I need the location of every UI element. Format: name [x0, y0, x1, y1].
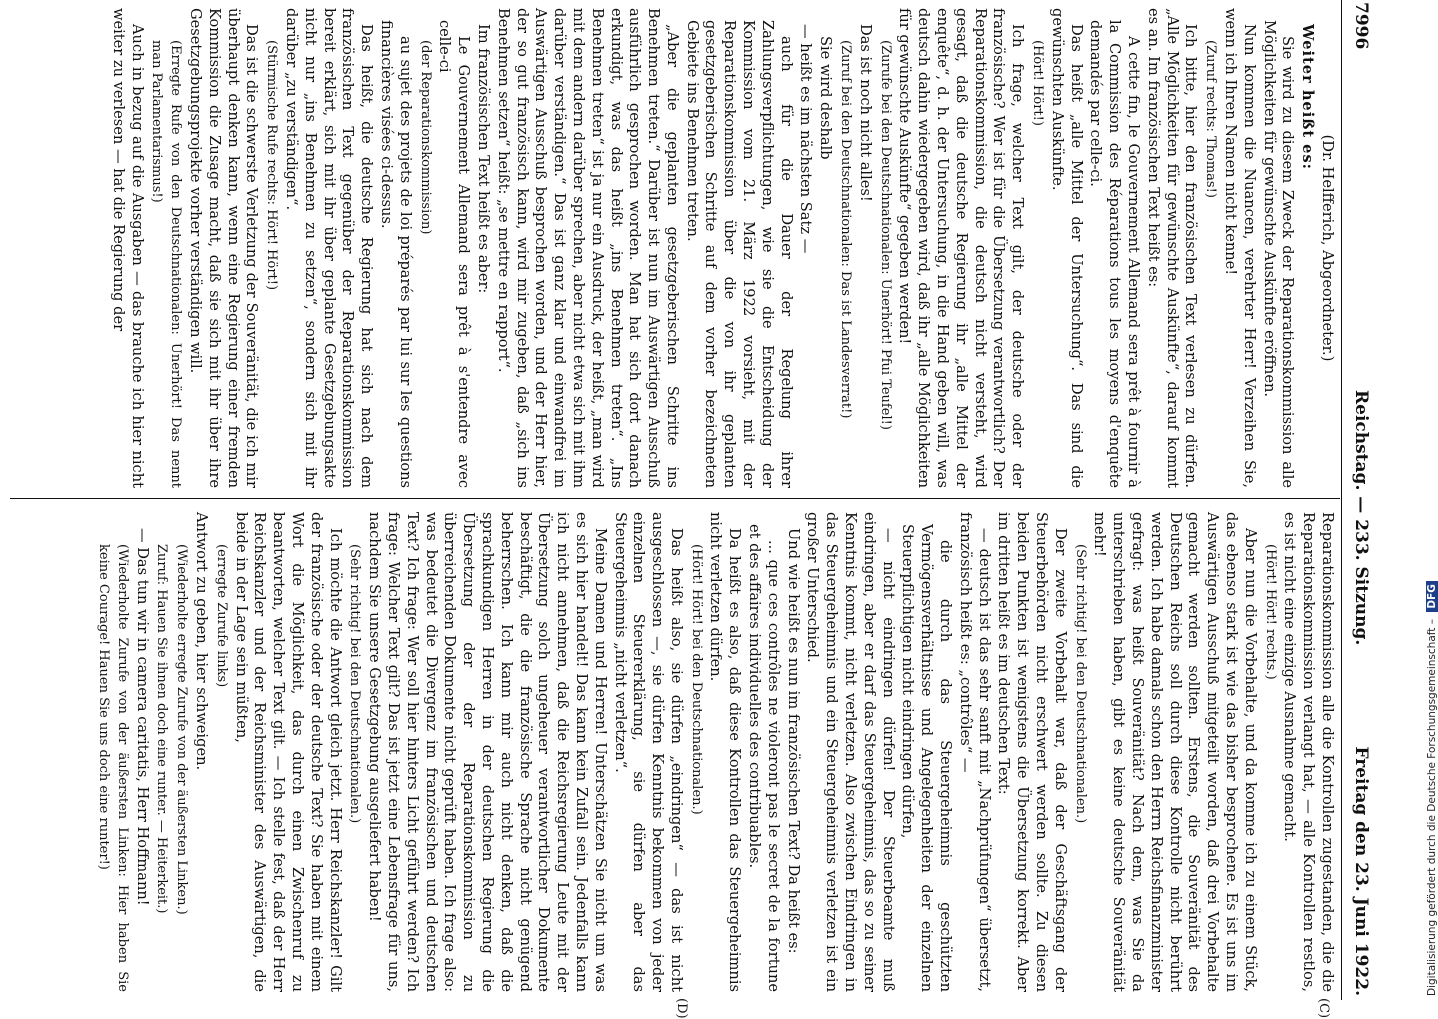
paragraph: (Wiederholte Zurufe von der äußersten Linken: Hier haben Sie keine Courage! Hauen Sie uns doch eine runter!) [96, 544, 130, 992]
paragraph: Das ist die schwerste Verletzung der Souveränität, die ich mir überhaupt denken kann, wenn eine Regierung einer fremden Kommission die Zusage macht, daß sie sich mit ihr über ihre Gesetzgebungsprojekte vorher verständigen will. [186, 8, 261, 488]
paragraph: Sie wird zu diesem Zweck der Reparationskommission alle Möglichkeiten für gewünschte Auskünfte eröffnen. [1260, 20, 1297, 488]
paragraph: (Stürmische Rufe rechts: Hört! Hört!) [264, 40, 280, 291]
paragraph: Da heißt es also, daß diese Kontrollen das Steuergeheimnis nicht verletzen dürfen. [707, 512, 744, 992]
paragraph: Das heißt, die deutsche Regierung hat sich nach dem französischen Text gegenüber der Reparationskommission bereit erklärt, sich mit ihr über geplante Gesetzgebungsakte nicht nur „ins Benehmen zu setzen“, sondern sich mit ihr darüber „zu verständigen“. [282, 8, 376, 488]
paragraph: (Zuruf bei den Deutschnationalen: Das ist Landesverrat!) [838, 40, 854, 419]
paragraph: (Hört! Hört!) [1030, 40, 1046, 126]
paragraph: — deutsch ist das sehr sanft mit „Nachprüfungen“ übersetzt, französisch heißt es: „contrôles“ — [956, 512, 993, 992]
paragraph: Weiter heißt es: [1299, 24, 1317, 171]
paragraph: A cette fin, le Gouvernement Allemand sera prêt à fournir à la Commission des Réparations tous les moyens d'enquête demandés par celle-ci. [1087, 20, 1143, 488]
left-text-column [107, 8, 1336, 488]
paragraph: — heißt es im nächsten Satz — [797, 24, 815, 254]
paragraph: (Dr. Helfferich, Abgeordneter.) [1319, 134, 1336, 362]
paragraph: (erregte Zurufe links) [213, 544, 229, 688]
paragraph: Und wie heißt es nun im französischen Text? Da heißt es: [784, 528, 802, 954]
paragraph: Im französischen Text heißt es aber: [474, 24, 492, 294]
paragraph: Antwort zu geben, hier schweigen. [192, 512, 210, 771]
paragraph: — Das tun wir in camera caritatis, Herr Hoffmann! [133, 528, 151, 906]
paragraph: Das ist noch nicht alles! [856, 24, 874, 202]
page-date: Freitag den 23. Juni 1922. [1351, 746, 1371, 996]
paragraph: (Zurufe bei den Deutschnationalen: Unerhört! Pfui Teufel!) [877, 40, 893, 430]
header-rule [1341, 0, 1342, 1000]
paragraph: (Erregte Rufe von den Deutschnationalen: Unerhört! Das nennt man Parlamentarismus!) [149, 40, 184, 488]
digitization-credit: Digitalisierung gefördert durch die Deutsche Forschungsgemeinschaft – [1426, 619, 1438, 996]
paragraph: (der Reparationskommission) [417, 40, 433, 235]
marker-d: (D) [674, 998, 689, 1019]
paragraph: (Sehr richtig! bei den Deutschnationalen.) [347, 544, 363, 824]
marker-c: (C) [1316, 998, 1331, 1019]
paragraph: Das heißt also, sie dürfen „eindringen“ — das ist nicht ausgeschlossen —, sie dürfen Kenntnis bekommen von jeder einzelnen Steuererklärung, sie dürfen aber das Steuergeheimnis „nicht verletzen“. [611, 512, 685, 992]
paragraph: (Wiederholte erregte Zurufe von der äußersten Linken.) [174, 544, 190, 915]
paragraph: (Zuruf rechts: Thomas!) [1203, 40, 1219, 198]
paragraph: — nicht eindringen dürfen! Der Steuerbeamte muß eindringen, aber er darf das Steuergeheimnis, das so zu seiner Kenntnis kommt, nicht verletzen. Also zwischen Eindringen in das Steuergeheimnis und ein Steuergeheimnis verletzen ist ein großer Unterschied. [804, 512, 897, 992]
paragraph: Zuruf: Hauen Sie ihnen doch eine runter. — Heiterkeit.) [154, 544, 170, 914]
credit-sidebar [1396, 0, 1438, 1000]
paragraph: (Sehr richtig! bei den Deutschnationalen.) [1072, 544, 1088, 824]
paragraph: Ich bitte, hier den französischen Text verlesen zu dürfen. „Alle Möglichkeiten für gewünschte Auskünfte“, darauf kommt es an. Im französischen Text heißt es: [1144, 8, 1200, 488]
dfg-logo: DFG [1426, 581, 1438, 612]
right-text-column [92, 512, 1336, 992]
paragraph: (Hört! Hört! rechts.) [1262, 544, 1278, 680]
rotated-page [10, 0, 1371, 1019]
paragraph: Ich möchte die Antwort gleich jetzt. Herr Reichskanzler! Gilt der französische oder der deutsche Text? Sie haben mit einem Wort die Möglichkeit, das durch einen Zwischenruf zu beantworten, welcher Text gilt. — Ich stelle fest, daß der Herr Reichskanzler und der Reichsminister des Auswärtigen, die beide in der Lage sein müßten, [232, 512, 344, 992]
paragraph: (Hört! Hört! bei den Deutschnationalen.) [688, 544, 704, 815]
paragraph: Der zweite Vorbehalt war, daß der Geschäftsgang der Steuerbehörden nicht erschwert werden sollte. Zu diesen beiden Punkten ist wenigstens die Übersetzung korrekt. Aber im dritten heißt es im deutschen Text: [995, 512, 1069, 992]
paragraph: Das heißt „alle Mittel der Untersuchung“. Das sind die gewünschten Auskünfte. [1048, 8, 1085, 488]
paragraph: Auch in bezug auf die Ausgaben — das brauche ich hier nicht weiter zu verlesen — hat die Regierung der [109, 8, 146, 488]
paragraph: Reparationskommission alle die Kontrollen zugestanden, die die Reparationskommission verlangt hat, — alle Kontrollen restlos, es ist nicht eine einzige Ausnahme gemacht. [1281, 512, 1336, 992]
page-number: 7996 [1351, 2, 1371, 50]
paragraph: Le Gouvernement Allemand sera prêt à s'entendre avec celle-ci [436, 20, 473, 488]
paragraph: Sie wird deshalb [817, 36, 835, 160]
page-header [1346, 0, 1370, 1000]
paragraph: au sujet des projets de loi préparés par lui sur les questions financières visées ci-dessus. [377, 20, 414, 488]
paragraph: Aber nun die Vorbehalte, und da komme ich zu einem Stück, das ebenso stark ist wie das bisher besprochene. Es ist uns im Auswärtigen Ausschuß mitgeteilt worden, daß drei Vorbehalte gemacht werden sollten. Erstens, die Souveränität des Deutschen Reichs soll durch diese Kontrolle nicht berührt werden. Ich habe damals schon den Herrn Reichsfinanzminister gefragt: was heißt Souveränität? Nach dem, was Sie da unterschrieben haben, gibt es keine deutsche Souveränität mehr! [1091, 512, 1259, 992]
paragraph: Ich frage, welcher Text gilt, der deutsche oder der französische? Wer ist für die Übersetzung verantwortlich? Der Reparationskommission, die deutsch nicht versteht, wird gesagt, daß die deutsche Regierung ihr „alle Mittel der enquête“, d. h. der Untersuchung, in die Hand geben will, was deutsch dahin wiedergegeben wird, daß ihr „alle Möglichkeiten für gewünschte Auskünfte“ gegeben werden! [896, 8, 1027, 488]
paragraph: auch für die Dauer der Regelung ihrer Zahlungsverpflichtungen, wie sie die Entscheidung der Kommission vom 21. März 1922 vorsieht, mit der Reparationskommission über die von ihr geplanten gesetzgeberischen Schritte auf dem vorher bezeichneten Gebiete ins Benehmen treten. [683, 20, 795, 488]
paragraph: Nun kommen die Nuancen, verehrter Herr! Verzeihen Sie, wenn ich Ihren Namen nicht kenne! [1222, 8, 1258, 488]
page-title: Reichstag. — 233. Sitzung. [1351, 390, 1371, 646]
paragraph: „Aber die geplanten gesetzgeberischen Schritte ins Benehmen treten.“ Darüber ist nun im Auswärtigen Ausschuß ausführlich gesprochen worden. Man hat sich dort danach erkundigt, was das heißt „ins Benehmen treten“. „Ins Benehmen treten“ ist ja nur ein Ausdruck, der heißt, „man wird mit dem andern darüber sprechen, aber nicht etwa sich mit ihm darüber verständigen.“ Das ist ganz klar und einwandfrei im Auswärtigen Ausschuß besprochen worden, und der Herr hier, der so gut französisch kann, wird mir zugeben, daß „sich ins Benehmen setzen“ heißt: „se mettre en rapport“. [494, 8, 681, 488]
paragraph: Meine Damen und Herren! Unterschätzen Sie nicht um was es sich hier handelt! Das kann kein Zufall sein. Jedenfalls kann ich nicht annehmen, daß die Reichsregierung Leute mit der Übersetzung solch ungeheuer verantwortlicher Dokumente beschäftigt, die die französische Sprache nicht genügend beherrschen. Ich kann mir auch nicht denken, daß die sprachkundigen Herren in der deutschen Regierung die Übersetzung der der Reparationskommission zu überreichenden Dokumente nicht geprüft haben. Ich frage also: was bedeutet die Divergenz im französischen und deutschen Text? Ich frage: Wer soll hier hinters Licht geführt werden? Ich frage: Welcher Text gilt? Das ist jetzt eine Lebensfrage für uns, nachdem Sie unsere Gesetzgebung ausgeliefert haben! [366, 512, 609, 992]
paragraph: die durch das Steuergeheimnis geschützten Vermögensverhältnisse und Angelegenheiten der einzelnen Steuerpflichtigen nicht eindringen dürfen, [899, 524, 955, 992]
paragraph: ... que ces contrôles ne violeront pas le secret de la fortune et des affaires individuelles des contribuables. [746, 524, 782, 992]
column-divider [10, 498, 1340, 499]
